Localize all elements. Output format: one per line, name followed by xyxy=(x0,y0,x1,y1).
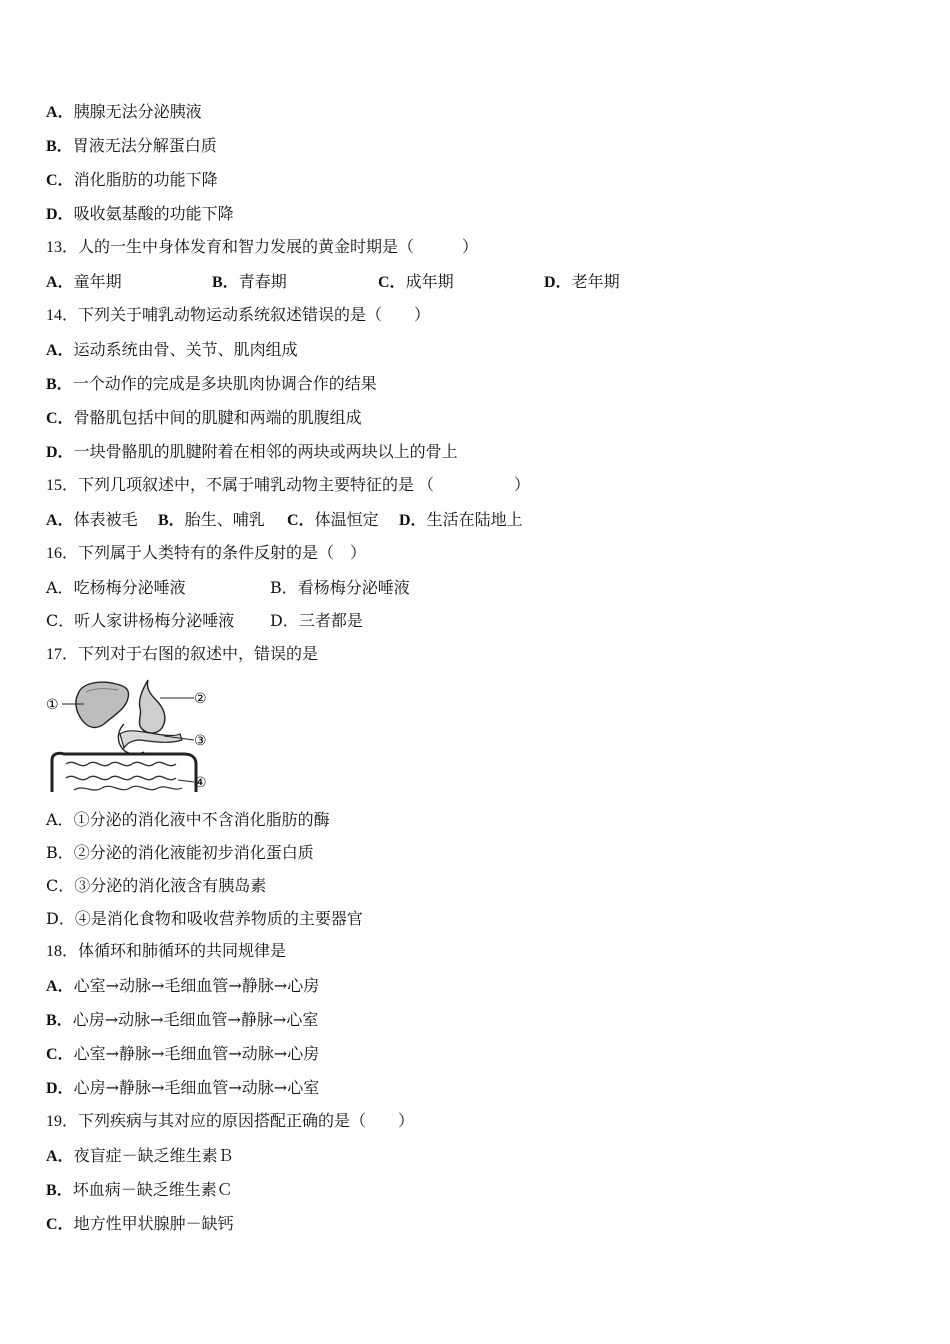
option-label: C． xyxy=(46,172,74,189)
q18-option-c xyxy=(46,1044,319,1065)
option-label: C． xyxy=(46,876,75,895)
q17-option-d xyxy=(46,909,363,929)
q14-option-c xyxy=(46,408,362,429)
option-label: A． xyxy=(46,274,74,291)
option-label: B． xyxy=(158,512,185,529)
option-text: 老年期 xyxy=(571,272,620,291)
q18-option-a xyxy=(46,976,319,997)
q14-option-a xyxy=(46,340,298,361)
option-label: B． xyxy=(270,578,298,597)
q14-option-d xyxy=(46,442,458,463)
option-label: B． xyxy=(212,274,239,291)
option-text: 成年期 xyxy=(405,272,454,291)
figure-label-4: ④ xyxy=(194,775,207,791)
option-text: 一块骨骼肌的肌腱附着在相邻的两块或两块以上的骨上 xyxy=(73,442,458,461)
q14-option-b xyxy=(46,374,377,395)
option-text: 三者都是 xyxy=(298,611,363,630)
q12-option-d xyxy=(46,204,234,225)
option-label: B． xyxy=(46,843,74,862)
digestive-system-figure xyxy=(44,674,214,796)
q12-option-b xyxy=(46,136,217,157)
option-label: C． xyxy=(46,611,75,630)
option-text: 坏血病－缺乏维生素Ｃ xyxy=(72,1180,233,1199)
figure-label-2: ② xyxy=(194,691,207,707)
q13-option-b xyxy=(212,272,287,293)
q18-stem: 18．体循环和肺循环的共同规律是 xyxy=(46,943,287,960)
q17-stem: 17．下列对于右图的叙述中，错误的是 xyxy=(46,646,319,663)
option-text: 一个动作的完成是多块肌肉协调合作的结果 xyxy=(72,374,377,393)
option-label: D． xyxy=(399,512,427,529)
option-label: A． xyxy=(46,104,74,121)
option-text: 吸收氨基酸的功能下降 xyxy=(73,204,234,223)
option-label: D． xyxy=(270,611,299,630)
option-label: B． xyxy=(46,138,73,155)
q19-option-a xyxy=(46,1146,234,1167)
option-text: 体表被毛 xyxy=(73,510,138,529)
q17-option-b xyxy=(46,843,314,863)
option-text: 听人家讲杨梅分泌唾液 xyxy=(74,611,235,630)
figure-label-1: ① xyxy=(46,697,59,713)
option-label: D． xyxy=(46,206,74,223)
q15-option-c xyxy=(287,510,379,531)
q13-option-d xyxy=(544,272,620,293)
option-text: ②分泌的消化液能初步消化蛋白质 xyxy=(73,843,314,862)
q16-option-d xyxy=(270,611,363,631)
option-text: 童年期 xyxy=(73,272,122,291)
q12-option-c xyxy=(46,170,218,191)
q16-option-b xyxy=(270,578,410,598)
option-text: ④是消化食物和吸收营养物质的主要器官 xyxy=(74,909,363,928)
pancreas-shape xyxy=(120,731,182,748)
q15-option-a xyxy=(46,510,138,531)
q14-stem: 14．下列关于哺乳动物运动系统叙述错误的是（ ） xyxy=(46,307,431,324)
option-label: B． xyxy=(46,1182,73,1199)
option-text: 吃杨梅分泌唾液 xyxy=(73,578,186,597)
option-text: 地方性甲状腺肿－缺钙 xyxy=(73,1214,234,1233)
option-text: 胰腺无法分泌胰液 xyxy=(73,102,202,121)
q13-option-a xyxy=(46,272,122,293)
q19-option-b xyxy=(46,1180,233,1201)
option-label: C． xyxy=(287,512,315,529)
q17-option-a xyxy=(46,810,330,830)
q16-option-c xyxy=(46,611,234,631)
q19-stem: 19．下列疾病与其对应的原因搭配正确的是（ ） xyxy=(46,1113,415,1130)
small-intestine-shape xyxy=(66,762,176,765)
option-text: 心室→静脉→毛细血管→动脉→心房 xyxy=(73,1044,320,1063)
option-label: D． xyxy=(46,444,74,461)
option-text: 夜盲症－缺乏维生素Ｂ xyxy=(73,1146,234,1165)
option-label: A． xyxy=(46,810,74,829)
option-text: 胃液无法分解蛋白质 xyxy=(72,136,217,155)
option-label: D． xyxy=(46,909,75,928)
q15-option-d xyxy=(399,510,523,531)
option-label: A． xyxy=(46,512,74,529)
q16-option-a xyxy=(46,578,186,598)
option-text: 心室→动脉→毛细血管→静脉→心房 xyxy=(73,976,320,995)
option-text: 看杨梅分泌唾液 xyxy=(297,578,410,597)
option-text: ③分泌的消化液含有胰岛素 xyxy=(74,876,267,895)
q15-stem: 15．下列几项叙述中，不属于哺乳动物主要特征的是 （ ） xyxy=(46,477,531,494)
option-text: ①分泌的消化液中不含消化脂肪的酶 xyxy=(73,810,330,829)
q13-option-c xyxy=(378,272,454,293)
q16-stem: 16．下列属于人类特有的条件反射的是（ ） xyxy=(46,545,367,562)
stomach-shape xyxy=(139,680,164,733)
option-label: D． xyxy=(544,274,572,291)
option-label: A． xyxy=(46,978,74,995)
q12-option-a xyxy=(46,102,202,123)
option-text: 生活在陆地上 xyxy=(426,510,523,529)
option-label: C． xyxy=(46,410,74,427)
option-text: 消化脂肪的功能下降 xyxy=(73,170,218,189)
option-text: 骨骼肌包括中间的肌腱和两端的肌腹组成 xyxy=(73,408,362,427)
option-label: D． xyxy=(46,1080,74,1097)
option-text: 心房→动脉→毛细血管→静脉→心室 xyxy=(72,1010,319,1029)
q18-option-b xyxy=(46,1010,318,1031)
option-text: 运动系统由骨、关节、肌肉组成 xyxy=(73,340,298,359)
option-text: 心房→静脉→毛细血管→动脉→心室 xyxy=(73,1078,320,1097)
q15-option-b xyxy=(158,510,265,531)
option-text: 青春期 xyxy=(238,272,287,291)
q13-stem: 13．人的一生中身体发育和智力发展的黄金时期是（ ） xyxy=(46,239,479,256)
option-label: B． xyxy=(46,1012,73,1029)
q18-option-d xyxy=(46,1078,319,1099)
option-label: C． xyxy=(46,1046,74,1063)
option-label: A． xyxy=(46,1148,74,1165)
option-label: C． xyxy=(378,274,406,291)
q17-option-c xyxy=(46,876,266,896)
option-text: 胎生、哺乳 xyxy=(184,510,265,529)
figure-label-3: ③ xyxy=(194,733,207,749)
option-text: 体温恒定 xyxy=(314,510,379,529)
option-label: A． xyxy=(46,578,74,597)
q19-option-c xyxy=(46,1214,234,1235)
option-label: B． xyxy=(46,376,73,393)
option-label: A． xyxy=(46,342,74,359)
option-label: C． xyxy=(46,1216,74,1233)
